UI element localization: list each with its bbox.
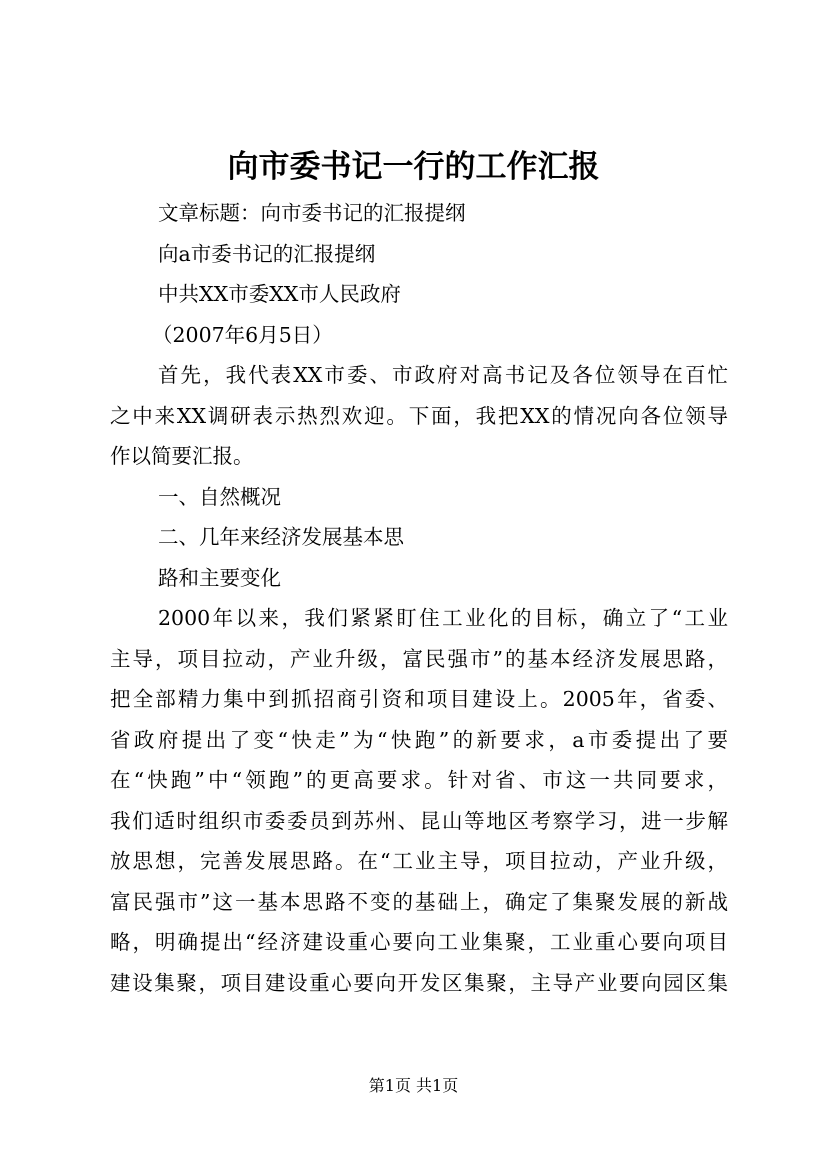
section-heading: 二、几年来经济发展基本思 — [158, 525, 404, 549]
paragraph-line: 2000年以来，我们紧紧盯住工业化的目标，确立了“工业 — [158, 606, 728, 630]
paragraph-line: 放思想，完善发展思路。在“工业主导，项目拉动，产业升级， — [110, 849, 728, 873]
section-heading: 一、自然概况 — [158, 484, 281, 509]
document-title: 向市委书记一行的工作汇报 — [227, 149, 600, 185]
page-footer: 第1页 共1页 — [368, 1076, 459, 1095]
paragraph-line: 我们适时组织市委委员到苏州、昆山等地区考察学习，进一步解 — [110, 808, 728, 833]
report-outline-line: 向a市委书记的汇报提纲 — [158, 241, 376, 266]
paragraph-line: 把全部精力集中到抓招商引资和项目建设上。2005年，省委、 — [110, 687, 728, 711]
article-title-line: 文章标题：向市委书记的汇报提纲 — [158, 201, 466, 225]
paragraph-line: 主导，项目拉动，产业升级，富民强市”的基本经济发展思路， — [110, 646, 728, 671]
section-heading: 路和主要变化 — [158, 565, 281, 590]
date-line: （2007年6月5日） — [152, 322, 333, 347]
paragraph-line: 作以简要汇报。 — [110, 444, 254, 468]
paragraph-line: 建设集聚，项目建设重心要向开发区集聚，主导产业要向园区集 — [110, 970, 728, 995]
paragraph-line: 首先，我代表XX市委、市政府对高书记及各位领导在百忙 — [158, 363, 728, 387]
paragraph-line: 略，明确提出“经济建设重心要向工业集聚，工业重心要向项目 — [110, 930, 728, 954]
paragraph-line: 省政府提出了变“快走”为“快跑”的新要求，a市委提出了要 — [110, 727, 728, 752]
document-body — [110, 193, 728, 1003]
paragraph-line: 在“快跑”中“领跑”的更高要求。针对省、市这一共同要求， — [110, 768, 728, 792]
paragraph-line: 富民强市”这一基本思路不变的基础上，确定了集聚发展的新战 — [110, 889, 728, 914]
issuer-line: 中共XX市委XX市人民政府 — [158, 282, 401, 306]
paragraph-line: 之中来XX调研表示热烈欢迎。下面，我把XX的情况向各位领导 — [110, 403, 728, 428]
